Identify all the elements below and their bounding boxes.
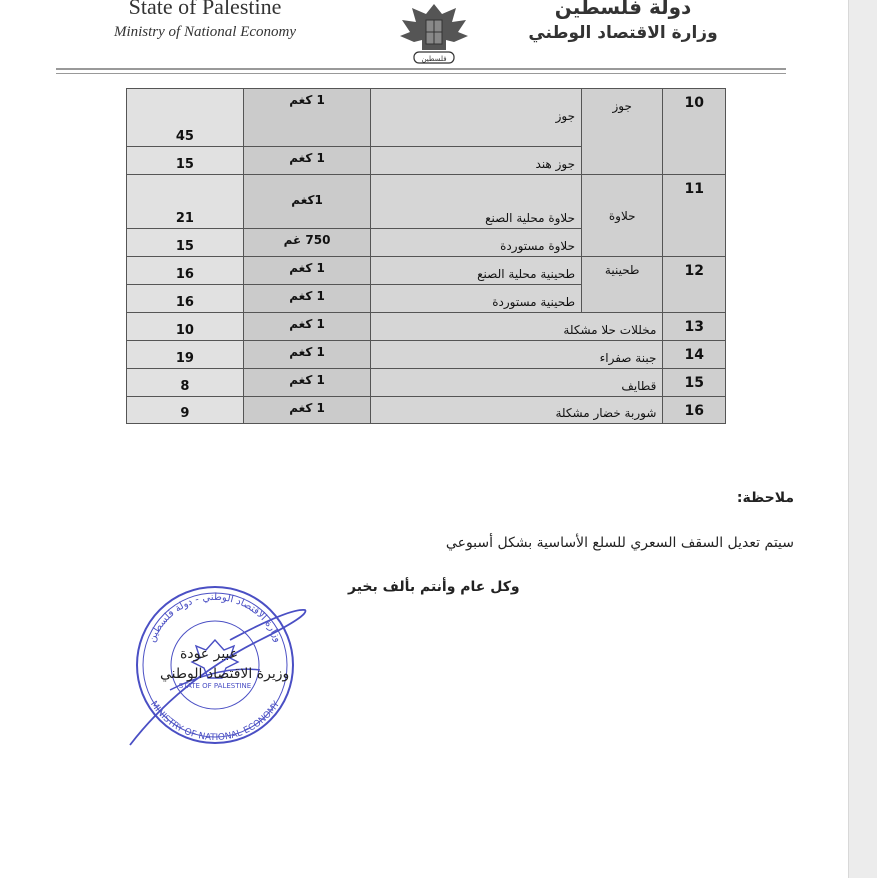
table-row [127,369,726,397]
table-row [127,257,726,285]
row-number: 10 [663,89,726,175]
signatory-title: وزيرة الاقتصاد الوطني [160,666,290,682]
unit-cell: 1 كغم [243,147,370,175]
item-cell: حلاوة مستوردة [371,229,582,257]
item-cell: شوربة خضار مشكلة [371,397,663,424]
item-cell: طحينية محلية الصنع [371,257,582,285]
category-cell: جوز [582,89,663,175]
svg-text:MINISTRY OF NATIONAL ECONOMY [148,699,282,743]
official-stamp-icon [110,570,320,760]
item-cell: طحينية مستوردة [371,285,582,313]
unit-cell: 1كغم [243,175,370,229]
header-rule-thick [56,68,786,70]
item-cell: حلاوة محلية الصنع [371,175,582,229]
price-cell: 10 [127,313,244,341]
price-cell: 16 [127,257,244,285]
english-letterhead [60,0,350,41]
unit-cell: 1 كغم [243,257,370,285]
category-cell: طحينية [582,257,663,313]
arabic-letterhead [498,0,748,43]
english-state-name: State of Palestine [128,0,282,19]
unit-cell: 1 كغم [243,285,370,313]
item-cell: مخللات حلا مشكلة [371,313,663,341]
table-row [127,175,726,229]
table-row [127,341,726,369]
header-rule-thin [56,73,786,74]
stamp-arabic-ring: وزارة الاقتصاد الوطني - دولة فلسطين [146,591,284,644]
table-row [127,397,726,424]
item-cell: جوز [371,89,582,147]
eagle-emblem-icon [392,0,476,66]
arabic-state-name: دولة فلسطين [554,0,692,19]
table-row [127,313,726,341]
english-ministry-name: Ministry of National Economy [113,24,297,40]
unit-cell: 1 كغم [243,369,370,397]
item-cell: قطايف [371,369,663,397]
row-number: 14 [663,341,726,369]
row-number: 16 [663,397,726,424]
emblem-ribbon-label: فلسطين [421,55,447,63]
price-cell: 15 [127,147,244,175]
arabic-ministry-name: وزارة الاقتصاد الوطني [528,23,718,43]
row-number: 13 [663,313,726,341]
price-cell: 8 [127,369,244,397]
category-cell: حلاوة [582,175,663,257]
price-cell: 16 [127,285,244,313]
table-row [127,89,726,147]
signatory-name: عبير عودة [180,646,239,662]
note-text: سيتم تعديل السقف السعري للسلع الأساسية بشكل أسبوعي [445,535,794,551]
stamp-english-inner: STATE OF PALESTINE [178,682,252,690]
closing-greeting: وكل عام وأنتم بألف بخير [348,579,520,595]
unit-cell: 1 كغم [243,313,370,341]
item-cell: جوز هند [371,147,582,175]
price-cell: 21 [127,175,244,229]
stamp-english-ring: MINISTRY OF NATIONAL ECONOMY [148,699,282,744]
price-cell: 19 [127,341,244,369]
note-label: ملاحظة: [736,490,794,506]
price-cell: 9 [127,397,244,424]
price-table [126,88,726,423]
price-cell: 15 [127,229,244,257]
svg-text:وزارة الاقتصاد الوطني - دولة ف [146,592,283,644]
unit-cell: 1 كغم [243,341,370,369]
row-number: 15 [663,369,726,397]
unit-cell: 1 كغم [243,89,370,147]
unit-cell: 1 كغم [243,397,370,424]
price-cell: 45 [127,89,244,147]
unit-cell: 750 غم [243,229,370,257]
item-cell: جبنة صفراء [371,341,663,369]
row-number: 12 [663,257,726,313]
row-number: 11 [663,175,726,257]
